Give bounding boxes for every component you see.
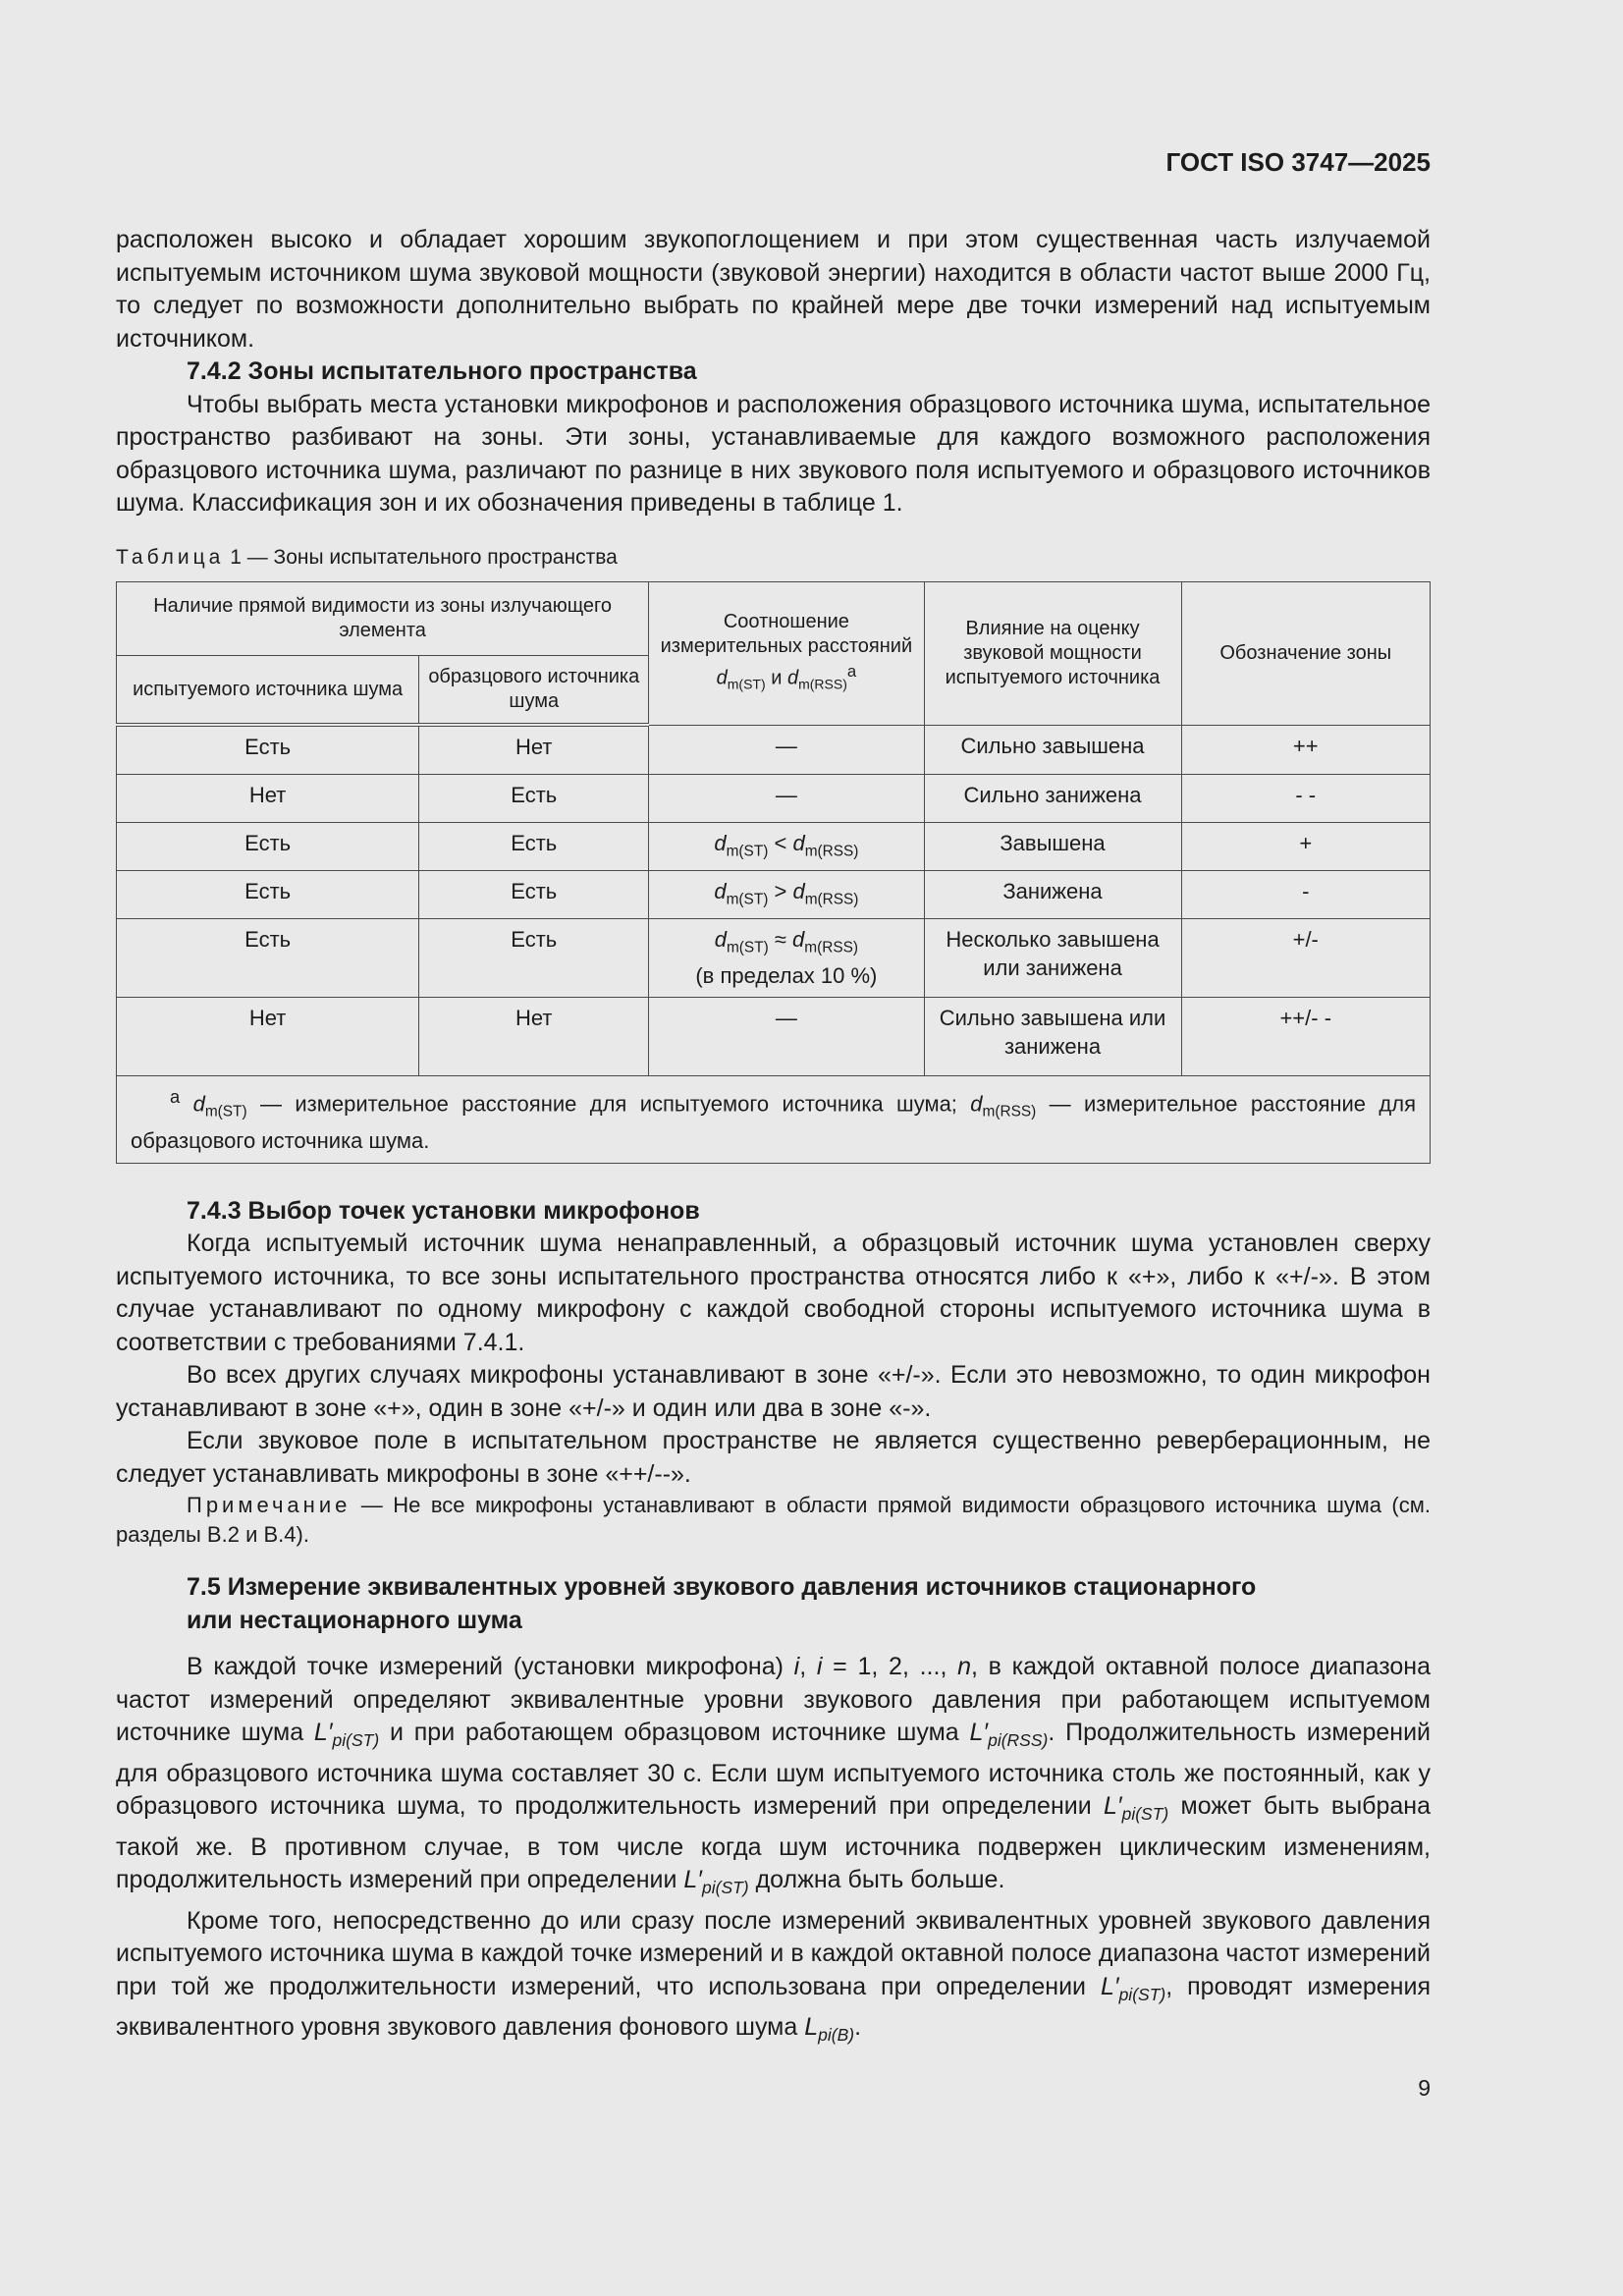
header-ratio-sup: a (846, 661, 857, 681)
p1-sub-st: pi(ST) (332, 1730, 380, 1751)
ratio-operator: > (768, 879, 793, 903)
cell-st: Есть (117, 871, 419, 919)
cell-rss: Есть (419, 871, 649, 919)
header-test-source: испытуемого источника шума (117, 656, 419, 726)
header-ratio-d2: d (786, 667, 799, 689)
spacer (116, 1164, 1431, 1195)
section-7-4-2-title: 7.4.2 Зоны испытательного пространства (187, 357, 697, 385)
footnote-sub-st: m(ST) (204, 1103, 247, 1121)
section-7-5-title (116, 1571, 1431, 1637)
p1-var-L: L′ (969, 1719, 989, 1747)
standard-header: ГОСТ ISO 3747—2025 (1165, 147, 1431, 177)
note-text: — Не все микрофоны устанавливают в области прямой видимости образцового источника шума (см. разделы B.2 и B.4). (116, 1493, 1431, 1548)
note-label: Примечание (187, 1493, 352, 1518)
section-7-4-3-title: 7.4.3 Выбор точек установки микрофонов (187, 1196, 700, 1225)
p1-text: может быть выбрана такой же. В противном случае, в том числе когда шум источника подвержен циклическим изменениям, продолжительность измерений при определении (116, 1792, 1431, 1894)
p2-var-L: L′ (1100, 1972, 1119, 2000)
p1-text: должна быть больше. (748, 1866, 1005, 1894)
cell-rss: Есть (419, 919, 649, 998)
footnote-sub-rss: m(RSS) (982, 1103, 1037, 1121)
note (116, 1491, 1431, 1550)
cell-ratio (649, 919, 924, 998)
cell-zone: +/- (1181, 919, 1431, 998)
header-zone: Обозначение зоны (1181, 582, 1431, 726)
cell-ratio: — (649, 998, 924, 1076)
cell-rss: Нет (419, 725, 649, 775)
table-caption (116, 541, 1431, 574)
ratio-d: d (714, 927, 727, 952)
p1-text: , в каждой октавной полосе диапазона частот измерений определяют эквивалентные уровни звукового давления при работающем испытуемом источнике шума (116, 1653, 1431, 1747)
p1-var-L: L′ (1104, 1792, 1122, 1821)
cell-st: Есть (117, 919, 419, 998)
page-content (116, 224, 1431, 2052)
table-footnote (117, 1076, 1431, 1164)
cell-influence: Сильно завышена (924, 725, 1181, 775)
footnote-mark: a (170, 1086, 181, 1107)
header-ratio-label: Соотношение измерительных расстояний (660, 610, 913, 657)
header-line-of-sight: Наличие прямой видимости из зоны излучающего элемента (117, 582, 649, 656)
cell-zone: ++/- - (1181, 998, 1431, 1076)
cell-zone: - - (1181, 775, 1431, 823)
p1-text: и при работающем образцовом источнике шума (379, 1719, 970, 1747)
spacer (116, 1637, 1431, 1651)
cell-rss: Есть (419, 823, 649, 871)
ratio-d: d (714, 831, 727, 855)
p2-text: . (854, 2013, 862, 2042)
cell-st: Есть (117, 725, 419, 775)
cell-zone: ++ (1181, 725, 1431, 775)
section-7-5-paragraph-1 (116, 1651, 1431, 1905)
table-caption-text: 1 — Зоны испытательного пространства (230, 545, 618, 569)
cell-influence: Занижена (924, 871, 1181, 919)
zones-table (116, 581, 1431, 1164)
header-ratio (649, 582, 924, 726)
header-reference-source: образцового источника шума (419, 656, 649, 726)
page-number: 9 (1418, 2075, 1431, 2101)
ratio-operator: < (768, 831, 793, 855)
cell-influence: Завышена (924, 823, 1181, 871)
ratio-d: d (714, 879, 727, 903)
section-7-4-3-paragraph-3: Если звуковое поле в испытательном пространстве не является существенно реверберационным, не следует устанавливать микрофоны в зоне «++/--». (116, 1427, 1431, 1488)
p1-text: . Продолжительность измерений для образцового источника шума составляет 30 с. Если шум испытуемого источника столь же постоянный, как у образцового источника шума, то продолжительность измерений при определении (116, 1719, 1431, 1821)
cell-influence: Несколько завышена или занижена (924, 919, 1181, 998)
ratio-sub-st: m(ST) (726, 843, 769, 860)
ratio-sub-rss: m(RSS) (804, 843, 859, 860)
cell-influence: Сильно завышена или занижена (924, 998, 1181, 1076)
table-row (117, 823, 1431, 871)
ratio-sub-st: m(ST) (726, 891, 769, 908)
p1-var-L: L′ (313, 1719, 333, 1747)
p2-sub-st: pi(ST) (1118, 1984, 1166, 2004)
section-7-5-paragraph-2 (116, 1905, 1431, 2052)
p1-sub-rss: pi(RSS) (988, 1730, 1049, 1751)
header-ratio-and: и (765, 667, 787, 689)
table-row (117, 725, 1431, 775)
section-7-4-3-paragraph-2: Во всех других случаях микрофоны устанавливают в зоне «+/-». Если это невозможно, то один микрофон устанавливают в зоне «+», один в зоне «+/-» и один или два в зоне «-». (116, 1361, 1431, 1422)
table-row (117, 919, 1431, 998)
section-7-4-3-paragraph-1: Когда испытуемый источник шума ненаправленный, а образцовый источник шума установлен сверху испытуемого источника, то все зоны испытательного пространства относятся либо к «+», либо к «+/-». В этом случае устанавливают по одному микрофону с каждой свободной стороны испытуемого источника шума в соответствии с требованиями 7.4.1. (116, 1230, 1431, 1356)
ratio-operator: ≈ (768, 927, 793, 952)
header-ratio-sub1: m(ST) (727, 676, 766, 692)
cell-influence: Сильно занижена (924, 775, 1181, 823)
ratio-sub-rss: m(RSS) (804, 891, 859, 908)
ratio-d: d (792, 879, 805, 903)
cell-rss: Нет (419, 998, 649, 1076)
cell-zone: + (1181, 823, 1431, 871)
footnote-d: d (970, 1091, 983, 1117)
p1-text: В каждой точке измерений (установки микрофона) (187, 1653, 794, 1681)
table-footnote-row (117, 1076, 1431, 1164)
ratio-sub-rss: m(RSS) (804, 939, 859, 957)
p2-var-L: L (804, 2013, 819, 2042)
cell-ratio (649, 871, 924, 919)
table-row (117, 998, 1431, 1076)
intro-paragraph: расположен высоко и обладает хорошим звукопоглощением и при этом существенная часть излучаемой испытуемым источником шума звуковой мощности (звуковой энергии) находится в области частот выше 2000 Гц, то следует по возможности дополнительно выбрать по крайней мере две точки измерений над испытуемым источником. (116, 226, 1431, 353)
table-row (117, 871, 1431, 919)
table-caption-label: Таблица (116, 545, 225, 569)
footnote-d: d (192, 1091, 205, 1117)
header-ratio-sub2: m(RSS) (798, 676, 847, 692)
p1-var-n: n (957, 1653, 972, 1681)
p2-text: Кроме того, непосредственно до или сразу после измерений эквивалентных уровней звукового давления испытуемого источника шума в каждой точке измерений и в каждой октавной полосе диапазона частот измерений при той же продолжительности измерений, что использована при определении (116, 1906, 1431, 2000)
ratio-sub-st: m(ST) (726, 939, 769, 957)
cell-rss: Есть (419, 775, 649, 823)
footnote-text-1: — измерительное расстояние для испытуемого источника шума; (246, 1091, 971, 1117)
cell-ratio: — (649, 775, 924, 823)
cell-ratio (649, 823, 924, 871)
footnote-text-2: — измерительное расстояние для образцового источника шума. (131, 1091, 1416, 1153)
p2-sub-b: pi(B) (818, 2025, 855, 2046)
cell-st: Есть (117, 823, 419, 871)
cell-st: Нет (117, 998, 419, 1076)
section-7-4-2-text: Чтобы выбрать места установки микрофонов и расположения образцового источника шума, испытательное пространство разбивают на зоны. Эти зоны, устанавливаемые для каждого возможного расположения образцового источника шума, различают по разнице в них звукового поля испытуемого и образцового источников шума. Классификация зон и их обозначения приведены в таблице 1. (116, 390, 1431, 517)
p2-text: , проводят измерения эквивалентного уровня звукового давления фонового шума (116, 1972, 1431, 2042)
section-7-5-title-line-2: или нестационарного шума (187, 1606, 522, 1634)
p1-var-L: L′ (683, 1866, 702, 1894)
p1-var-i: i (816, 1653, 823, 1681)
header-ratio-d1: d (716, 667, 728, 689)
ratio-note: (в пределах 10 %) (695, 963, 878, 989)
p1-text: = 1, 2, ..., (822, 1653, 958, 1681)
spacer (116, 1550, 1431, 1571)
p1-var-i: i (793, 1653, 800, 1681)
ratio-d: d (792, 927, 805, 952)
p1-text: , (799, 1653, 817, 1681)
section-7-5-title-line-1: 7.5 Измерение эквивалентных уровней звукового давления источников стационарного (187, 1573, 1257, 1602)
cell-ratio: — (649, 725, 924, 775)
ratio-d: d (792, 831, 805, 855)
cell-zone: - (1181, 871, 1431, 919)
table-row (117, 775, 1431, 823)
p1-sub-st: pi(ST) (1121, 1804, 1169, 1825)
header-influence: Влияние на оценку звуковой мощности испытуемого источника (924, 582, 1181, 726)
cell-st: Нет (117, 775, 419, 823)
p1-sub-st: pi(ST) (702, 1878, 749, 1898)
